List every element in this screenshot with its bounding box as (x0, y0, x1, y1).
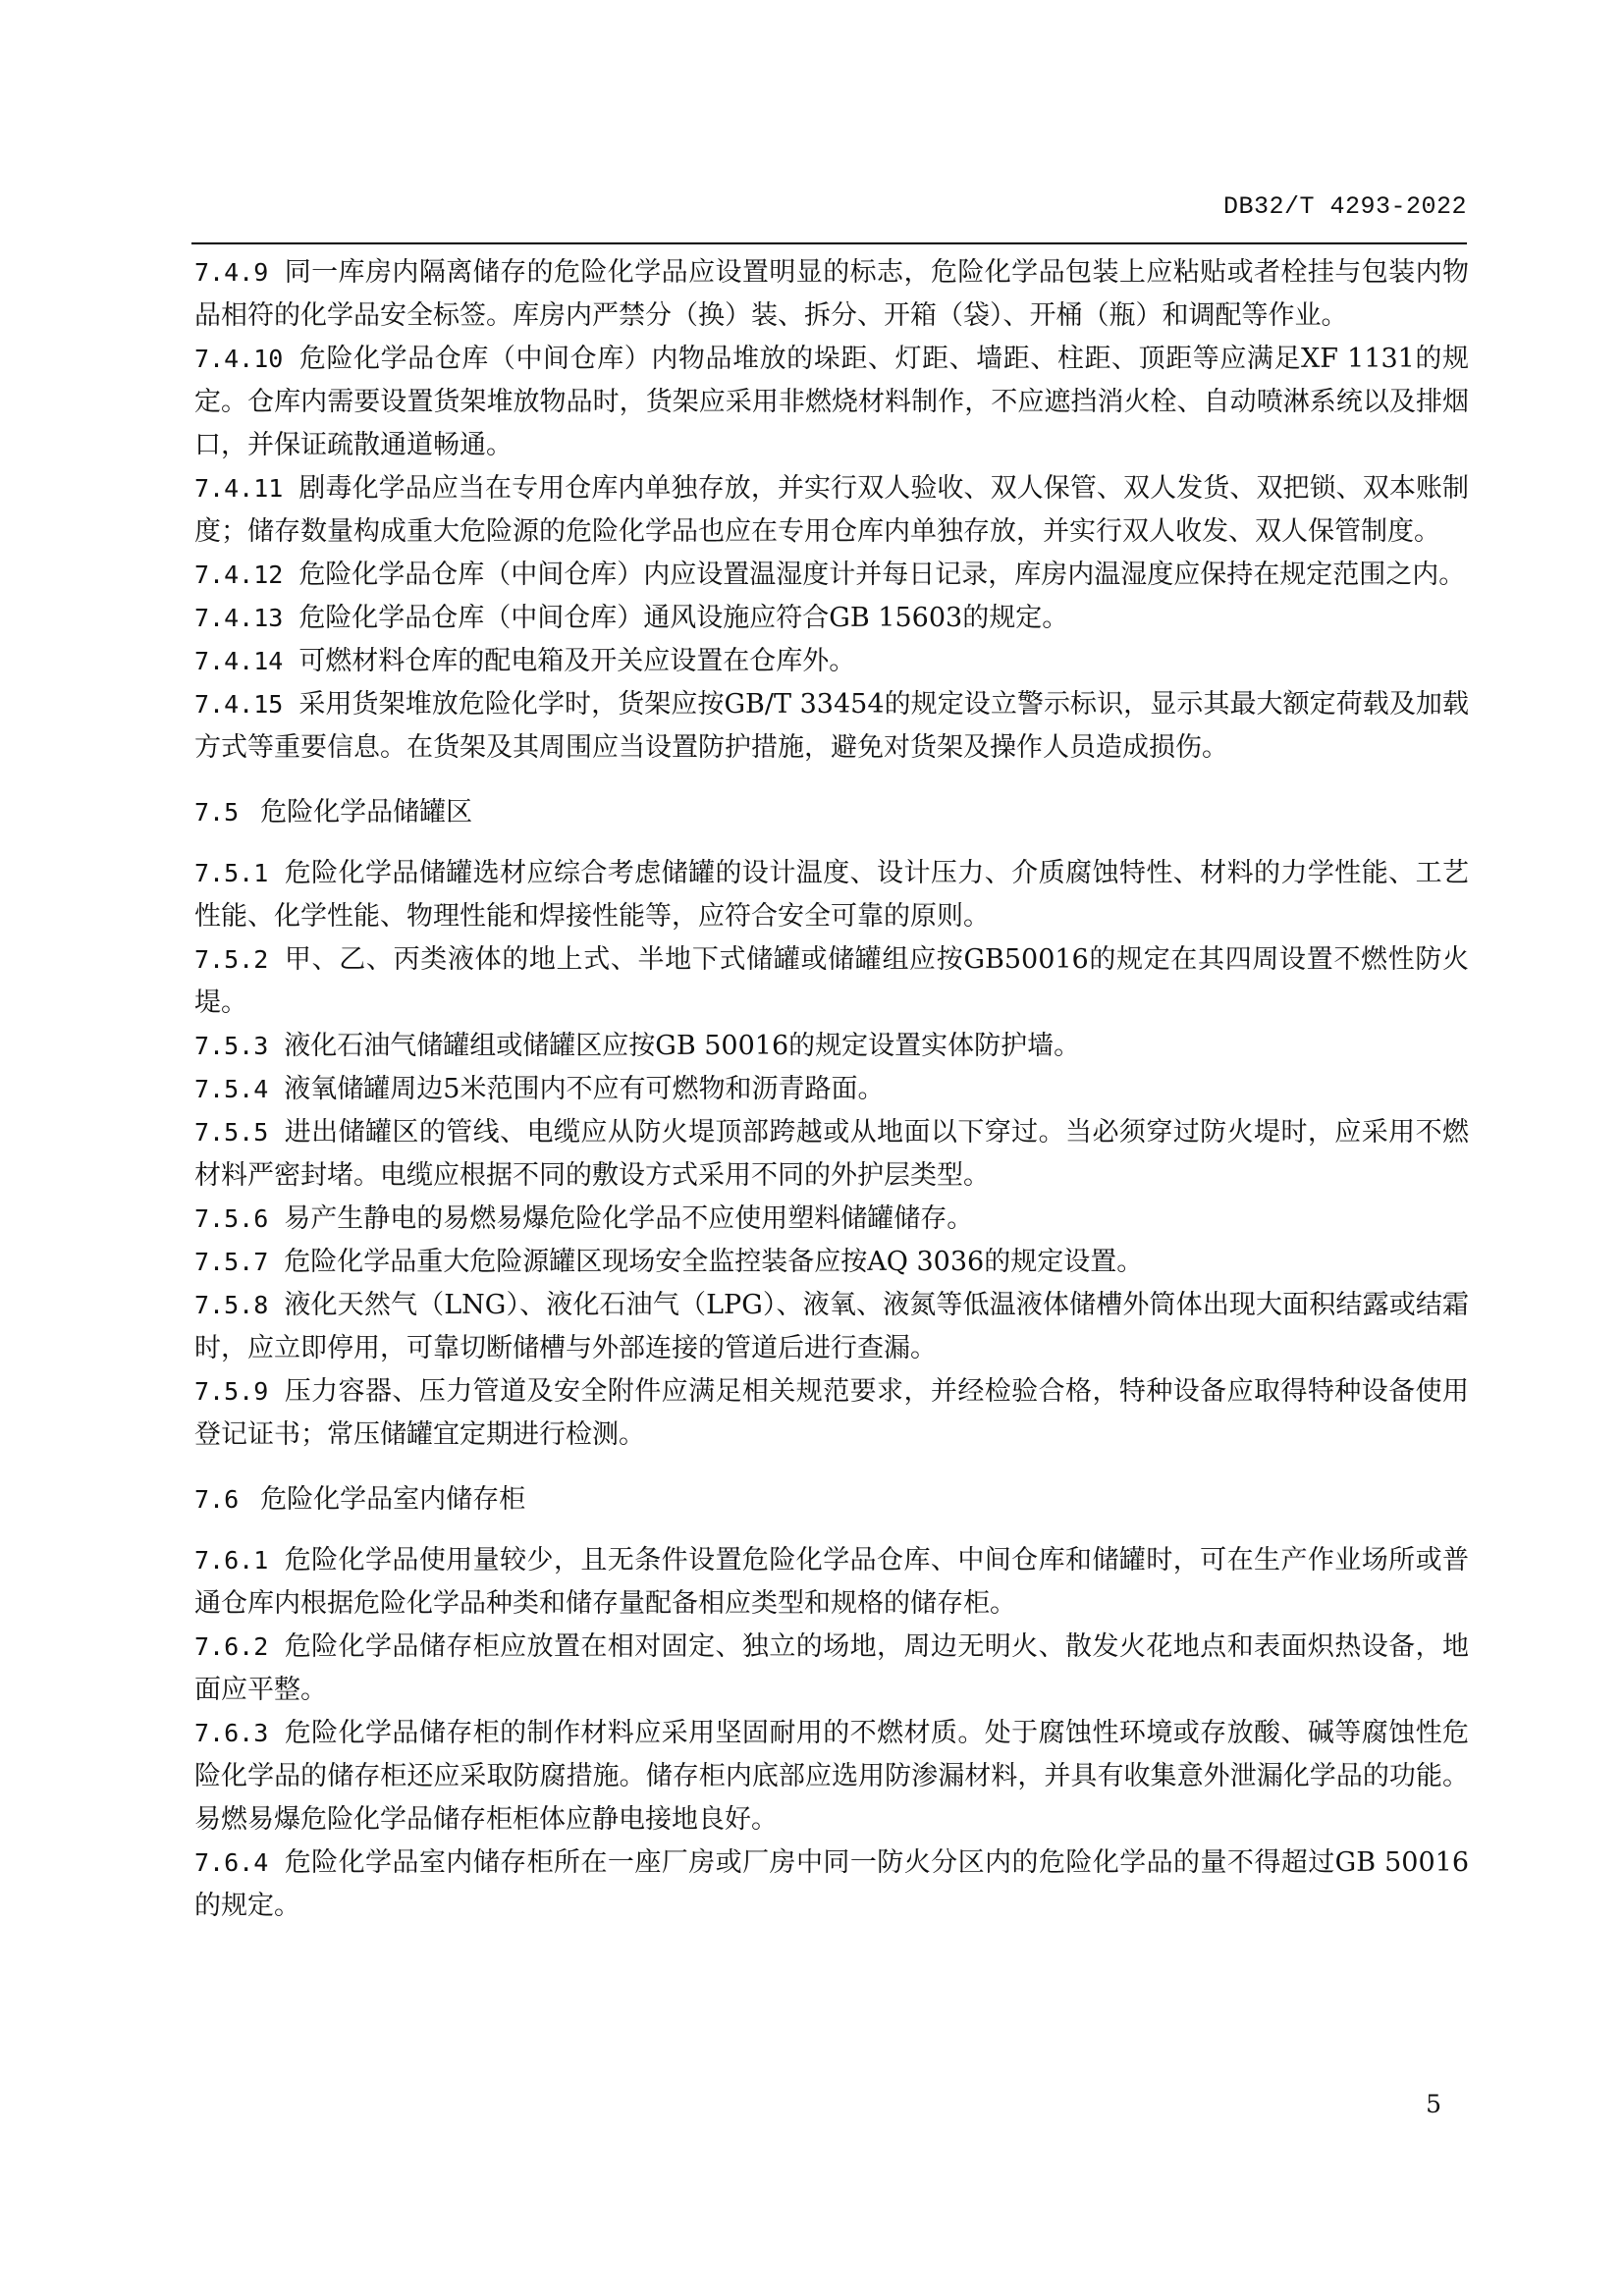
clause-number: 7.4.12 (194, 561, 284, 589)
clause-text: 危险化学品室内储存柜所在一座厂房或厂房中同一防火分区内的危险化学品的量不得超过GB 50016的规定。 (194, 1847, 1469, 1921)
clause-paragraph (194, 1539, 1469, 1626)
clause-text: 危险化学品储存柜应放置在相对固定、独立的场地，周边无明火、散发火花地点和表面炽热设备，地面应平整。 (194, 1631, 1469, 1705)
clause-text: 危险化学品重大危险源罐区现场安全监控装备应按AQ 3036的规定设置。 (284, 1247, 1144, 1277)
document-code: DB32/T 4293-2022 (1222, 192, 1467, 221)
clause-number: 7.6.2 (194, 1632, 269, 1661)
clause-number: 7.5.3 (194, 1032, 269, 1060)
clause-paragraph (194, 338, 1469, 467)
clause-paragraph (194, 1025, 1469, 1068)
clause-paragraph (194, 1198, 1469, 1241)
section-heading (194, 791, 1469, 834)
clause-number: 7.5.8 (194, 1291, 269, 1319)
clause-text: 压力容器、压力管道及安全附件应满足相关规范要求，并经检验合格，特种设备应取得特种设备使用登记证书；常压储罐宜定期进行检测。 (194, 1376, 1469, 1450)
clause-text: 危险化学品储存柜的制作材料应采用坚固耐用的不燃材质。处于腐蚀性环境或存放酸、碱等腐蚀性危险化学品的储存柜还应采取防腐措施。储存柜内底部应选用防渗漏材料，并具有收集意外泄漏化学品的功能。易燃易爆危险化学品储存柜柜体应静电接地良好。 (194, 1718, 1469, 1835)
clause-number: 7.4.10 (194, 345, 284, 373)
clause-number: 7.4.13 (194, 604, 284, 632)
clause-paragraph (194, 1111, 1469, 1198)
clause-number: 7.4.15 (194, 690, 284, 719)
clause-number: 7.5.5 (194, 1118, 269, 1147)
clause-paragraph (194, 467, 1469, 554)
clause-paragraph (194, 683, 1469, 770)
clause-text: 危险化学品仓库（中间仓库）内物品堆放的垛距、灯距、墙距、柱距、顶距等应满足XF 1131的规定。仓库内需要设置货架堆放物品时，货架应采用非燃烧材料制作，不应遮挡消火栓、自动喷淋系统以及排烟口，并保证疏散通道畅通。 (194, 344, 1469, 460)
page-number: 5 (1426, 2090, 1441, 2118)
clause-text: 危险化学品仓库（中间仓库）通风设施应符合GB 15603的规定。 (298, 603, 1069, 633)
clause-text: 液化天然气（LNG）、液化石油气（LPG）、液氧、液氮等低温液体储槽外筒体出现大面积结露或结霜时，应立即停用，可靠切断储槽与外部连接的管道后进行查漏。 (194, 1290, 1469, 1363)
clause-number: 7.5.9 (194, 1377, 269, 1406)
clause-text: 危险化学品使用量较少，且无条件设置危险化学品仓库、中间仓库和储罐时，可在生产作业场所或普通仓库内根据危险化学品种类和储存量配备相应类型和规格的储存柜。 (194, 1545, 1469, 1619)
clause-paragraph (194, 1284, 1469, 1370)
clause-number: 7.5.4 (194, 1075, 269, 1103)
clause-text: 易产生静电的易燃易爆危险化学品不应使用塑料储罐储存。 (284, 1203, 974, 1234)
clause-paragraph (194, 1370, 1469, 1457)
section-title: 危险化学品储罐区 (260, 797, 473, 828)
clause-number: 7.6.3 (194, 1719, 269, 1747)
clause-number: 7.6.4 (194, 1848, 269, 1877)
clause-text: 采用货架堆放危险化学时，货架应按GB/T 33454的规定设立警示标识，显示其最大额定荷载及加载方式等重要信息。在货架及其周围应当设置防护措施，避免对货架及操作人员造成损伤。 (194, 689, 1469, 763)
clause-number: 7.6.1 (194, 1546, 269, 1575)
clause-paragraph (194, 1068, 1469, 1111)
section-heading (194, 1478, 1469, 1522)
document-body (194, 251, 1469, 1928)
section-title: 危险化学品室内储存柜 (260, 1484, 526, 1515)
clause-paragraph (194, 640, 1469, 683)
clause-paragraph (194, 938, 1469, 1025)
clause-paragraph (194, 1842, 1469, 1928)
clause-number: 7.5.1 (194, 859, 269, 887)
clause-text: 危险化学品储罐选材应综合考虑储罐的设计温度、设计压力、介质腐蚀特性、材料的力学性能、工艺性能、化学性能、物理性能和焊接性能等，应符合安全可靠的原则。 (194, 858, 1469, 932)
clause-text: 进出储罐区的管线、电缆应从防火堤顶部跨越或从地面以下穿过。当必须穿过防火堤时，应采用不燃材料严密封堵。电缆应根据不同的敷设方式采用不同的外护层类型。 (194, 1117, 1469, 1191)
clause-paragraph (194, 251, 1469, 338)
clause-paragraph (194, 1241, 1469, 1284)
clause-text: 甲、乙、丙类液体的地上式、半地下式储罐或储罐组应按GB50016的规定在其四周设置不燃性防火堤。 (194, 944, 1469, 1018)
section-number: 7.6 (194, 1485, 240, 1514)
clause-text: 液氧储罐周边5米范围内不应有可燃物和沥青路面。 (284, 1074, 885, 1104)
clause-number: 7.5.6 (194, 1204, 269, 1233)
clause-number: 7.4.14 (194, 647, 284, 675)
section-number: 7.5 (194, 798, 240, 827)
clause-number: 7.5.2 (194, 945, 269, 974)
clause-text: 危险化学品仓库（中间仓库）内应设置温湿度计并每日记录，库房内温湿度应保持在规定范围之内。 (298, 560, 1466, 590)
clause-text: 液化石油气储罐组或储罐区应按GB 50016的规定设置实体防护墙。 (284, 1031, 1081, 1061)
clause-text: 剧毒化学品应当在专用仓库内单独存放，并实行双人验收、双人保管、双人发货、双把锁、双本账制度；储存数量构成重大危险源的危险化学品也应在专用仓库内单独存放，并实行双人收发、双人保管制度。 (194, 473, 1469, 547)
header-rule (191, 242, 1467, 244)
clause-paragraph (194, 852, 1469, 938)
clause-text: 同一库房内隔离储存的危险化学品应设置明显的标志，危险化学品包装上应粘贴或者栓挂与包装内物品相符的化学品安全标签。库房内严禁分（换）装、拆分、开箱（袋）、开桶（瓶）和调配等作业。 (194, 257, 1469, 331)
clause-paragraph (194, 1712, 1469, 1842)
clause-number: 7.4.9 (194, 258, 269, 287)
clause-number: 7.4.11 (194, 474, 284, 503)
clause-paragraph (194, 554, 1469, 597)
clause-paragraph (194, 597, 1469, 640)
clause-number: 7.5.7 (194, 1248, 269, 1276)
clause-text: 可燃材料仓库的配电箱及开关应设置在仓库外。 (298, 646, 856, 676)
clause-paragraph (194, 1626, 1469, 1712)
